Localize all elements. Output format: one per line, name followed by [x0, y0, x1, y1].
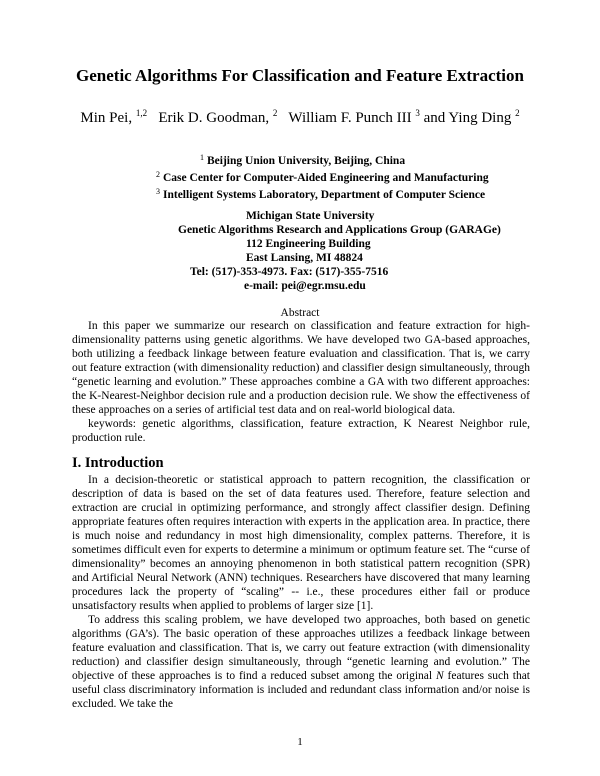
- author-name: Erik D. Goodman,: [158, 110, 270, 126]
- paragraph-text: To address this scaling problem, we have developed two approaches, both based on genetic algorithms (GA’s). The basic operation of these approaches utilizes a feedback linkage between feature evaluation and classification. That is, we carry out feature extraction (with dimensionality reduction) and classifier design simultaneously, through “genetic learning and evolution.” The objective of these approaches is to find a reduced subset among the original: [72, 614, 530, 682]
- phone-line: Tel: (517)-353-4973. Fax: (517)-355-7516: [190, 266, 389, 278]
- group-line: Genetic Algorithms Research and Applications Group (GARAGe): [178, 224, 501, 236]
- city-line: East Lansing, MI 48824: [246, 252, 363, 264]
- abstract-body: [72, 319, 530, 445]
- affiliation-text: Case Center for Computer-Aided Engineering and Manufacturing: [163, 172, 489, 184]
- author-name: William F. Punch III: [288, 110, 412, 126]
- affiliation-2: [156, 168, 489, 185]
- affiliation-mark: 3: [156, 187, 160, 196]
- author-name: and Ying Ding: [423, 110, 512, 126]
- keywords-text: keywords: genetic algorithms, classification, feature extraction, K Nearest Neighbor rule, production rule.: [72, 418, 530, 444]
- paragraph-text: features such that useful class discriminatory information is included and redundant class information and/or noise is excluded. We take the: [72, 670, 531, 710]
- introduction-paragraph-1: In a decision-theoretic or statistical approach to pattern recognition, the classification or description of data is based on the set of data features used. Therefore, feature selection and extraction are crucial in optimizing performance, and strongly affect classifier design. Defining appropriate features often requires interaction with experts in the application area. In practice, there is much noise and redundancy in most high dimensionality, complex patterns. Therefore, it is sometimes difficult even for experts to determine a minimum or optimum feature set. The “curse of dimensionality” becomes an annoying phenomenon in both statistical pattern recognition (SPR) and Artificial Neural Network (ANN) techniques. Researchers have discovered that many learning procedures lack the property of “scaling” -- i.e., these procedures either fail or produce unsatisfactory results when applied to problems of larger size [1].: [72, 474, 530, 612]
- paper-title: Genetic Algorithms For Classification and Feature Extraction: [76, 66, 524, 85]
- introduction-paragraph-2: [72, 613, 530, 711]
- email-line: e-mail: pei@egr.msu.edu: [244, 280, 366, 292]
- street-line: 112 Engineering Building: [246, 238, 371, 250]
- author-affiliation-mark: 1,2: [135, 108, 148, 118]
- affiliation-3: [156, 185, 485, 202]
- affiliation-text: Intelligent Systems Laboratory, Department of Computer Science: [163, 189, 486, 201]
- section-heading-introduction: I. Introduction: [72, 455, 164, 471]
- introduction-body: [72, 473, 530, 711]
- abstract-heading: Abstract: [280, 307, 320, 319]
- variable-n: N: [435, 670, 444, 682]
- page-number: 1: [297, 736, 303, 748]
- address-block: [0, 209, 600, 293]
- affiliation-text: Beijing Union University, Beijing, China: [207, 155, 406, 167]
- affiliation-mark: 1: [200, 153, 204, 162]
- affiliation-mark: 2: [156, 170, 160, 179]
- affiliation-1: [200, 151, 405, 168]
- university-line: Michigan State University: [246, 210, 375, 222]
- author-affiliation-mark: 3: [415, 108, 420, 118]
- abstract-text: In this paper we summarize our research on classification and feature extraction for high-dimensionality patterns using genetic algorithms. We have developed two GA-based approaches, both utilizing a feedback linkage between feature evaluation and classification. That is, we carry out feature extraction (with dimensionality reduction) and classifier design simultaneously, through “genetic learning and evolution.” These approaches combine a GA with two different approaches: the K-Nearest-Neighbor decision rule and a production decision rule. We show the effectiveness of these approaches on a series of artificial test data and on real-world biological data.: [72, 320, 530, 416]
- author-line: [0, 104, 600, 127]
- author-affiliation-mark: 2: [515, 108, 520, 118]
- author-affiliation-mark: 2: [272, 108, 278, 118]
- author-name: Min Pei,: [80, 110, 133, 126]
